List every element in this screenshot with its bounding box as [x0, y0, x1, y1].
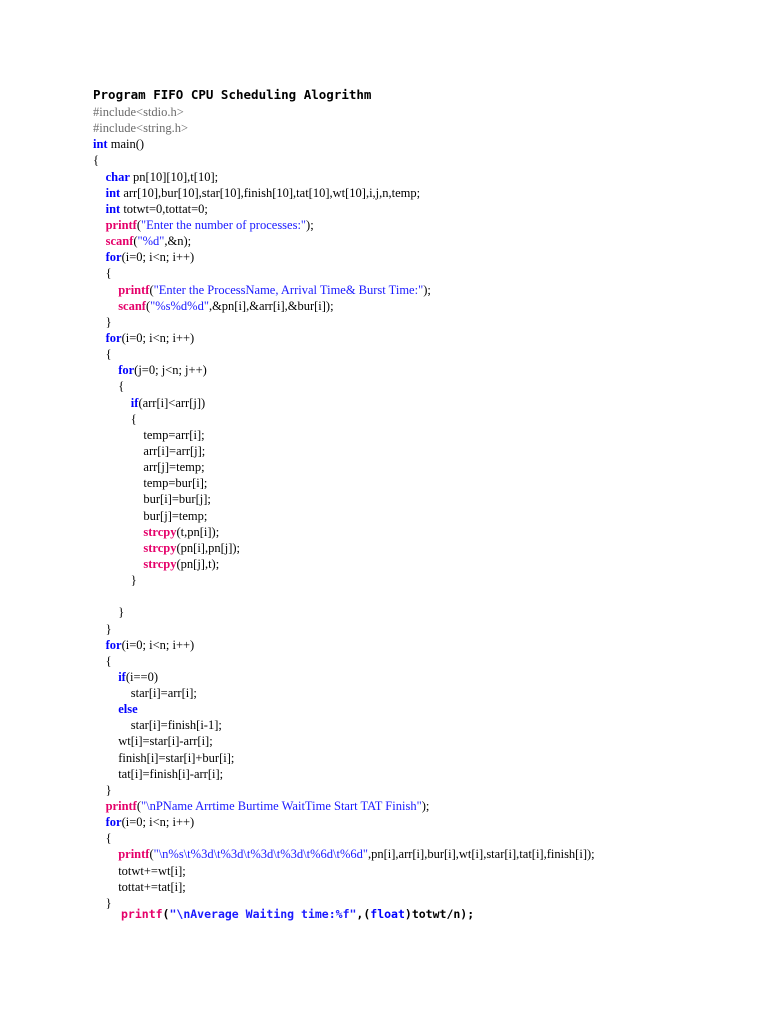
code-line	[93, 540, 595, 556]
code-token-normal: );	[421, 799, 430, 814]
code-token-normal: tat[i]=finish[i]-arr[i];	[118, 766, 224, 781]
code-token-normal: }	[130, 573, 137, 588]
code-token-normal: finish[i]=star[i]+bur[i];	[118, 750, 235, 765]
code-token-fn: strcpy	[143, 556, 177, 571]
code-token-str: "\n%s\t%3d\t%3d\t%3d\t%3d\t%6d\t%6d"	[153, 847, 368, 862]
code-token-normal: (j=0; j<n; j++)	[134, 363, 207, 378]
code-token-normal: {	[118, 379, 125, 394]
code-token-normal: (	[162, 907, 170, 921]
code-token-normal: );	[423, 282, 431, 297]
code-line	[93, 136, 595, 152]
code-line	[93, 637, 595, 653]
code-token-normal: (i=0; i<n; i++)	[121, 815, 195, 830]
code-token-normal: {	[130, 411, 137, 426]
code-token-kw: for	[118, 363, 135, 378]
code-token-normal: totwt+=wt[i];	[118, 863, 186, 878]
code-token-normal: (	[136, 799, 142, 814]
code-line	[93, 701, 595, 717]
code-token-fn: printf	[118, 847, 150, 862]
code-token-normal: ,pn[i],arr[i],bur[i],wt[i],star[i],tat[i],finish[i]);	[367, 847, 595, 862]
code-line	[93, 443, 595, 459]
code-line	[93, 846, 595, 862]
code-token-str: "%d"	[137, 234, 165, 249]
code-token-kw: int	[93, 137, 108, 152]
code-line	[93, 750, 595, 766]
code-token-normal: (i==0)	[125, 669, 158, 684]
code-token-normal: }	[105, 782, 112, 797]
code-token-normal: )totwt/n);	[404, 907, 475, 921]
code-token-fn: printf	[105, 799, 137, 814]
code-token-normal: }	[105, 895, 112, 910]
code-token-str: "\nAverage Waiting time:%f"	[169, 907, 357, 921]
code-line	[93, 685, 595, 701]
code-token-normal: bur[j]=temp;	[143, 508, 208, 523]
code-token-pp: #include<stdio.h>	[93, 105, 184, 119]
code-token-normal: }	[118, 605, 125, 620]
code-line	[93, 524, 595, 540]
code-token-normal: tottat+=tat[i];	[118, 879, 186, 894]
code-token-normal: {	[105, 266, 112, 281]
code-token-normal: arr[i]=arr[j];	[143, 443, 206, 458]
code-line	[93, 395, 595, 411]
code-token-normal: (	[145, 298, 151, 313]
code-line	[93, 653, 595, 669]
code-token-fn: scanf	[118, 298, 146, 313]
code-token-normal: (	[149, 282, 154, 297]
code-token-normal: {	[105, 347, 112, 362]
code-line	[93, 427, 595, 443]
code-token-normal: (t,pn[i]);	[176, 524, 220, 539]
code-token-normal: );	[306, 217, 314, 232]
code-token-normal: }	[105, 621, 112, 636]
code-block	[93, 104, 595, 911]
code-line	[93, 863, 595, 879]
code-token-kw: char	[105, 169, 130, 184]
code-line	[93, 185, 595, 201]
code-token-kw: for	[105, 815, 122, 830]
code-line	[93, 491, 595, 507]
code-token-fn: scanf	[105, 234, 134, 249]
code-token-normal: ,&n);	[164, 234, 192, 249]
code-token-normal: temp=arr[i];	[143, 427, 205, 442]
code-token-normal: (arr[i]<arr[j])	[138, 395, 206, 410]
code-token-fn: printf	[118, 282, 150, 297]
code-line	[93, 733, 595, 749]
code-line	[93, 669, 595, 685]
code-token-normal: bur[i]=bur[j];	[143, 492, 211, 507]
code-token-kw: for	[105, 330, 122, 345]
code-token-normal: (i=0; i<n; i++)	[121, 330, 195, 345]
code-line	[93, 879, 595, 895]
code-line	[93, 265, 595, 281]
code-line	[93, 556, 595, 572]
code-token-str: "\nPName Arrtime Burtime WaitTime Start TAT Finish"	[141, 799, 422, 814]
code-line	[93, 604, 595, 620]
code-token-normal: pn[10][10],t[10];	[129, 169, 219, 184]
code-token-kw: float	[370, 907, 405, 921]
code-token-normal: {	[105, 653, 112, 668]
code-line	[93, 475, 595, 491]
code-line	[93, 217, 595, 233]
code-line	[93, 314, 595, 330]
program-title: Program FIFO CPU Scheduling Alogrithm	[93, 87, 372, 102]
code-token-normal: {	[105, 831, 112, 846]
code-token-normal: (i=0; i<n; i++)	[121, 250, 195, 265]
code-token-normal: ,(	[356, 907, 371, 921]
code-line	[93, 814, 595, 830]
code-token-normal: star[i]=finish[i-1];	[130, 718, 222, 733]
code-line	[93, 330, 595, 346]
code-token-normal: star[i]=arr[i];	[130, 686, 197, 701]
code-line	[93, 378, 595, 394]
code-token-kw: for	[105, 637, 122, 652]
code-line	[93, 588, 595, 604]
code-token-kw: if	[130, 395, 139, 410]
code-token-normal: (i=0; i<n; i++)	[121, 637, 195, 652]
code-token-fn: strcpy	[143, 540, 177, 555]
code-token-normal: (pn[i],pn[j]);	[176, 540, 241, 555]
code-line	[93, 572, 595, 588]
code-token-fn: strcpy	[143, 524, 177, 539]
code-token-fn: printf	[121, 907, 163, 921]
code-line	[93, 798, 595, 814]
code-token-pp: #include<string.h>	[93, 121, 188, 136]
code-line	[93, 782, 595, 798]
code-token-normal: ,&pn[i],&arr[i],&bur[i]);	[208, 298, 334, 313]
code-token-str: "%s%d%d"	[150, 298, 209, 313]
code-line	[93, 169, 595, 185]
code-line	[93, 120, 595, 136]
code-line	[93, 766, 595, 782]
code-token-kw: for	[105, 250, 122, 265]
code-token-str: "Enter the ProcessName, Arrival Time& Burst Time:"	[153, 282, 424, 297]
code-token-normal: (pn[j],t);	[176, 556, 220, 571]
code-line	[93, 282, 595, 298]
code-line	[93, 346, 595, 362]
code-line	[93, 411, 595, 427]
code-line	[93, 298, 595, 314]
code-token-normal: main()	[107, 137, 145, 152]
code-line	[93, 459, 595, 475]
code-token-normal: (	[149, 847, 154, 862]
code-token-kw: if	[118, 669, 126, 684]
code-token-kw: else	[118, 702, 138, 717]
code-token-normal: arr[10],bur[10],star[10],finish[10],tat[10],wt[10],i,j,n,temp;	[120, 185, 421, 200]
code-line	[93, 104, 595, 120]
code-token-normal: temp=bur[i];	[143, 476, 208, 491]
code-token-normal: wt[i]=star[i]-arr[i];	[118, 734, 213, 749]
code-line	[93, 201, 595, 217]
code-token-normal: arr[j]=temp;	[143, 460, 205, 475]
code-line	[93, 362, 595, 378]
code-token-str: "Enter the number of processes:"	[141, 217, 307, 232]
code-line	[93, 830, 595, 846]
code-line	[93, 717, 595, 733]
code-line	[93, 233, 595, 249]
code-token-normal: totwt=0,tottat=0;	[120, 201, 208, 216]
code-token-kw: int	[105, 201, 121, 216]
code-line	[93, 152, 595, 168]
code-token-fn: printf	[105, 217, 137, 232]
code-token-normal: (	[133, 234, 138, 249]
code-token-normal: (	[136, 217, 142, 232]
code-line	[93, 508, 595, 524]
code-line	[93, 249, 595, 265]
code-token-normal: {	[93, 153, 99, 168]
code-token-kw: int	[105, 185, 121, 200]
average-waiting-time-printf-line	[121, 907, 474, 921]
code-line	[93, 621, 595, 637]
code-token-normal: }	[105, 314, 112, 329]
